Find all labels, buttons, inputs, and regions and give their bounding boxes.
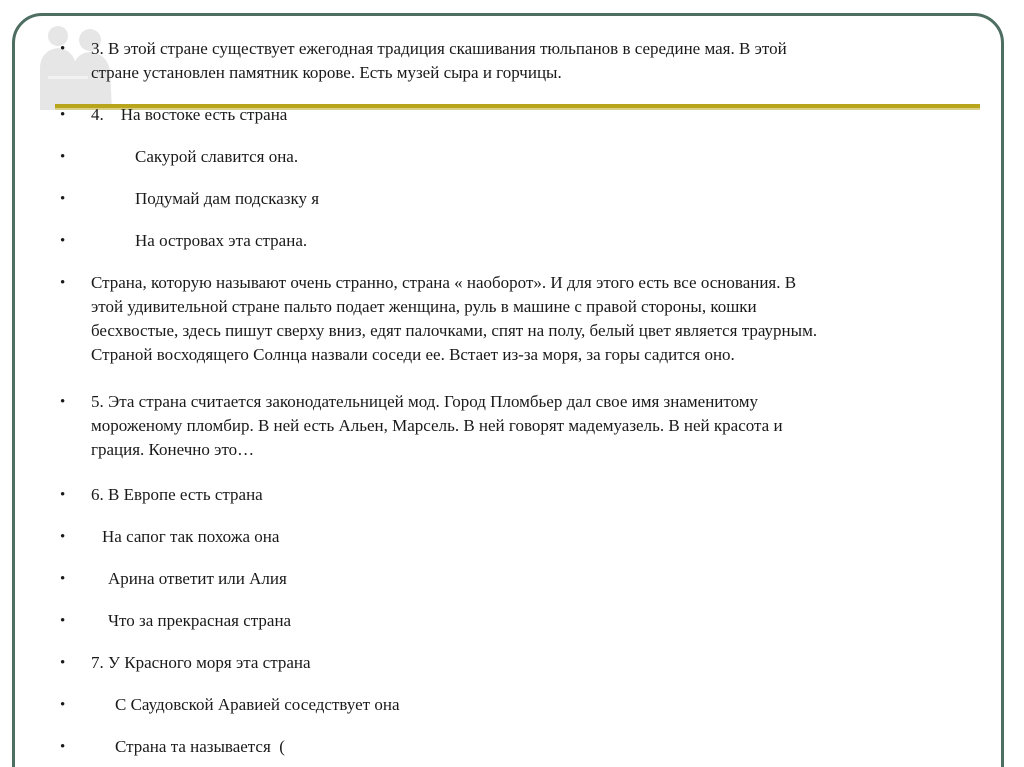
bullet-marker: •: [60, 41, 66, 57]
list-item-text: Арина ответит или Алия: [108, 569, 287, 588]
bullet-marker: •: [60, 739, 66, 755]
list-item-text: Страна, которую называют очень странно, страна « наоборот». И для этого есть все основания. В этой удивительной стране пальто подает женщина, руль в машине с правой стороны, кошки бесхвостые, здесь пишут сверху вниз, едят палочками, спят на полу, белый цвет является траурным. Страной восходящего Солнца назвали соседи ее. Встает из-за моря, за горы садится оно.: [91, 273, 818, 364]
list-item-text: Подумай дам подсказку я: [135, 189, 320, 208]
list-item-text: На островах эта страна.: [135, 231, 308, 250]
list-item-text: Сакурой славится она.: [135, 147, 299, 166]
bullet-marker: •: [60, 394, 66, 410]
list-item-text: Что за прекрасная страна: [108, 611, 292, 630]
bullet-marker: •: [60, 613, 66, 629]
list-item-text: 7. У Красного моря эта страна: [91, 653, 311, 672]
bullet-marker: •: [60, 571, 66, 587]
bullet-marker: •: [60, 149, 66, 165]
bullet-marker: •: [60, 529, 66, 545]
list-item-text: 5. Эта страна считается законодательницей мод. Город Пломбьер дал свое имя знаменитому мороженому пломбир. В ней есть Альен, Марсель. В ней говорят мадемуазель. В ней красота и грация. Конечно это…: [91, 392, 783, 459]
bullet-marker: •: [60, 487, 66, 503]
bullet-marker: •: [60, 191, 66, 207]
list-item-text: С Саудовской Аравией соседствует она: [115, 695, 400, 714]
list-item-text: 3. В этой стране существует ежегодная традиция скашивания тюльпанов в середине мая. В этой стране установлен памятник корове. Есть музей сыра и горчицы.: [91, 39, 787, 82]
list-item-text: 4. На востоке есть страна: [91, 105, 288, 124]
list-item-text: На сапог так похожа она: [102, 527, 280, 546]
list-item-text: 6. В Европе есть страна: [91, 485, 263, 504]
list-item-text: Страна та называется (: [115, 737, 285, 756]
bullet-marker: •: [60, 233, 66, 249]
bullet-marker: •: [60, 697, 66, 713]
bullet-marker: •: [60, 107, 66, 123]
bullet-marker: •: [60, 275, 66, 291]
bullet-marker: •: [60, 655, 66, 671]
